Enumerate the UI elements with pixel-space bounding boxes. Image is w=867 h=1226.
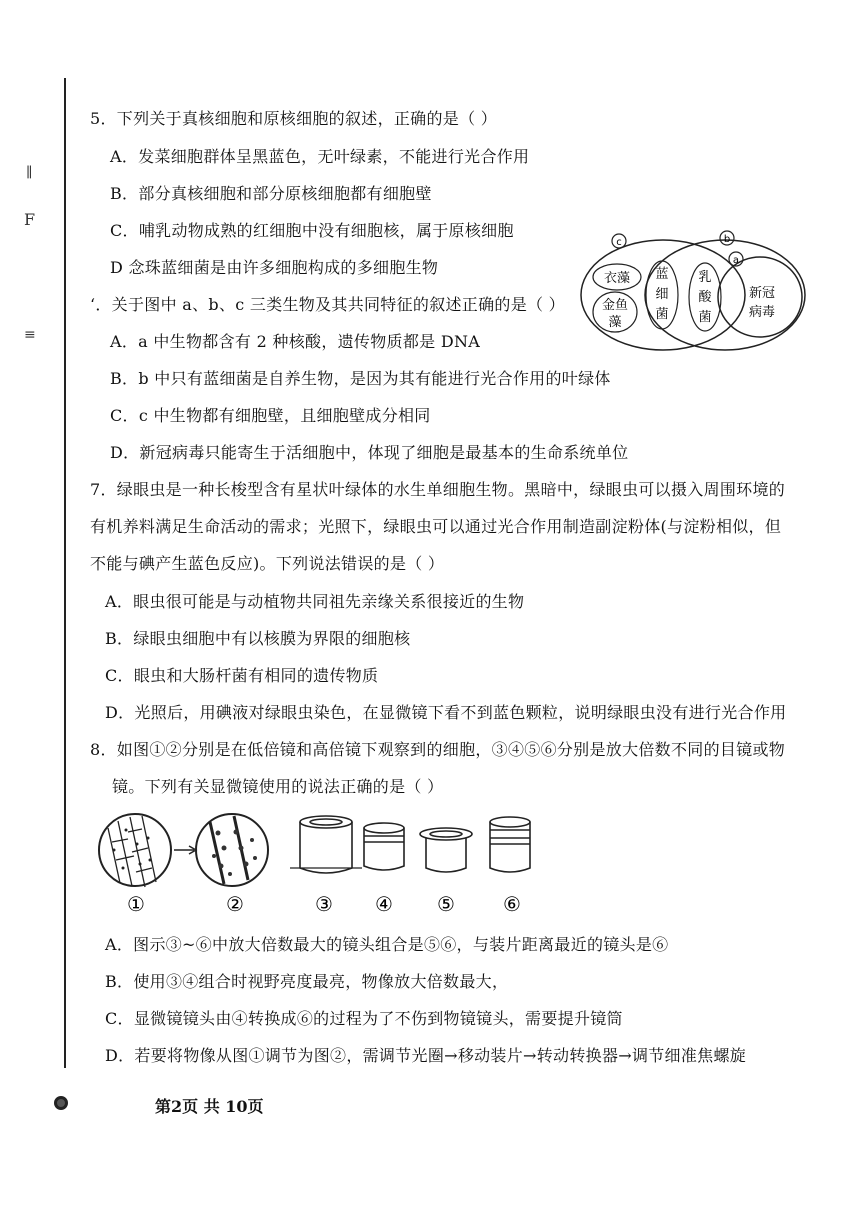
venn-diagram <box>575 225 810 355</box>
margin-mark-3: ≡ <box>24 327 36 343</box>
venn-item-jinyuzao-1: 金鱼 <box>601 298 629 313</box>
q7-option-a: A．眼虫很可能是与动植物共同祖先亲缘关系很接近的生物 <box>105 592 525 611</box>
cell-view-low-icon <box>108 816 156 887</box>
q7-option-b: B．绿眼虫细胞中有以核膜为界限的细胞核 <box>105 629 411 648</box>
microscope-figure <box>90 808 560 920</box>
q6-option-a: A．a 中生物都含有 2 种核酸，遗传物质都是 DNA <box>110 332 481 351</box>
q5-option-b: B．部分真核细胞和部分原核细胞都有细胞壁 <box>110 184 432 203</box>
venn-item-lanxijun-2: 细 <box>655 287 669 302</box>
venn-item-lanxijun-3: 菌 <box>655 307 669 322</box>
q6-option-b: B．b 中只有蓝细菌是自养生物，是因为其有能进行光合作用的叶绿体 <box>110 369 611 388</box>
q7-option-d: D．光照后，用碘液对绿眼虫染色，在显微镜下看不到蓝色颗粒，说明绿眼虫没有进行光合作用 <box>105 703 787 722</box>
venn-item-yizao: 衣藻 <box>603 271 631 286</box>
q5-option-c: C．哺乳动物成熟的红细胞中没有细胞核，属于原核细胞 <box>110 221 514 240</box>
q7-stem-line1: 7．绿眼虫是一种长梭型含有星状叶绿体的水生单细胞生物。黑暗中，绿眼虫可以摄入周围环境的 <box>90 480 786 499</box>
venn-item-rusuanjun-3: 菌 <box>698 310 712 325</box>
venn-item-lanxijun-1: 蓝 <box>655 267 669 282</box>
margin-mark-2: F <box>24 210 36 229</box>
q7-stem-line2: 有机养料满足生命活动的需求；光照下，绿眼虫可以通过光合作用制造副淀粉体(与淀粉相似，但 <box>90 517 782 536</box>
figure-label-2: ② <box>226 892 244 916</box>
q8-option-a: A．图示③~⑥中放大倍数最大的镜头组合是⑤⑥，与装片距离最近的镜头是⑥ <box>105 935 669 954</box>
venn-label-a: a <box>732 255 740 266</box>
q5-stem: 5．下列关于真核细胞和原核细胞的叙述，正确的是（ ） <box>90 109 498 128</box>
lens-6-icon <box>490 817 530 872</box>
venn-item-jinyuzao-2: 藻 <box>608 315 622 330</box>
q6-option-d: D．新冠病毒只能寄生于活细胞中，体现了细胞是最基本的生命系统单位 <box>110 443 629 462</box>
venn-item-rusuanjun-1: 乳 <box>698 270 712 285</box>
figure-label-5: ⑤ <box>437 892 455 916</box>
q8-option-b: B．使用③④组合时视野亮度最亮，物像放大倍数最大， <box>105 972 509 991</box>
q6-option-c: C．c 中生物都有细胞壁，且细胞壁成分相同 <box>110 406 431 425</box>
q8-option-c: C．显微镜镜头由④转换成⑥的过程为了不伤到物镜镜头，需要提升镜筒 <box>105 1009 623 1028</box>
q8-stem-line1: 8．如图①②分别是在低倍镜和高倍镜下观察到的细胞，③④⑤⑥分别是放大倍数不同的目镜或物 <box>90 740 786 759</box>
q5-option-d: D 念珠蓝细菌是由许多细胞构成的多细胞生物 <box>110 258 439 277</box>
venn-item-xinguan-2: 病毒 <box>748 305 776 320</box>
q6-stem: ‘．关于图中 a、b、c 三类生物及其共同特征的叙述正确的是（ ） <box>90 295 565 314</box>
venn-item-rusuanjun-2: 酸 <box>698 290 712 305</box>
page-number: 第2页 共 10页 <box>155 1097 264 1116</box>
q7-option-c: C．眼虫和大肠杆菌有相同的遗传物质 <box>105 666 379 685</box>
q8-option-d: D．若要将物像从图①调节为图②，需调节光圈→移动装片→转动转换器→调节细准焦螺旋 <box>105 1046 747 1065</box>
q8-stem-line2: 镜。下列有关显微镜使用的说法正确的是（ ） <box>112 777 444 796</box>
lens-5-icon <box>420 828 472 872</box>
binding-hole-icon <box>54 1096 68 1110</box>
venn-label-c: c <box>616 237 622 248</box>
lens-4-icon <box>364 823 404 870</box>
figure-label-4: ④ <box>375 892 393 916</box>
figure-label-6: ⑥ <box>503 892 521 916</box>
lens-3-icon <box>300 816 352 873</box>
figure-label-3: ③ <box>315 892 333 916</box>
q7-stem-line3: 不能与碘产生蓝色反应)。下列说法错误的是（ ） <box>90 554 445 573</box>
venn-item-xinguan-1: 新冠 <box>748 286 776 301</box>
venn-label-b: b <box>723 234 731 245</box>
q5-option-a: A．发菜细胞群体呈黑蓝色，无叶绿素，不能进行光合作用 <box>110 147 530 166</box>
margin-rule <box>64 78 66 1068</box>
margin-mark-1: ∥ <box>26 165 33 181</box>
figure-label-1: ① <box>127 892 145 916</box>
